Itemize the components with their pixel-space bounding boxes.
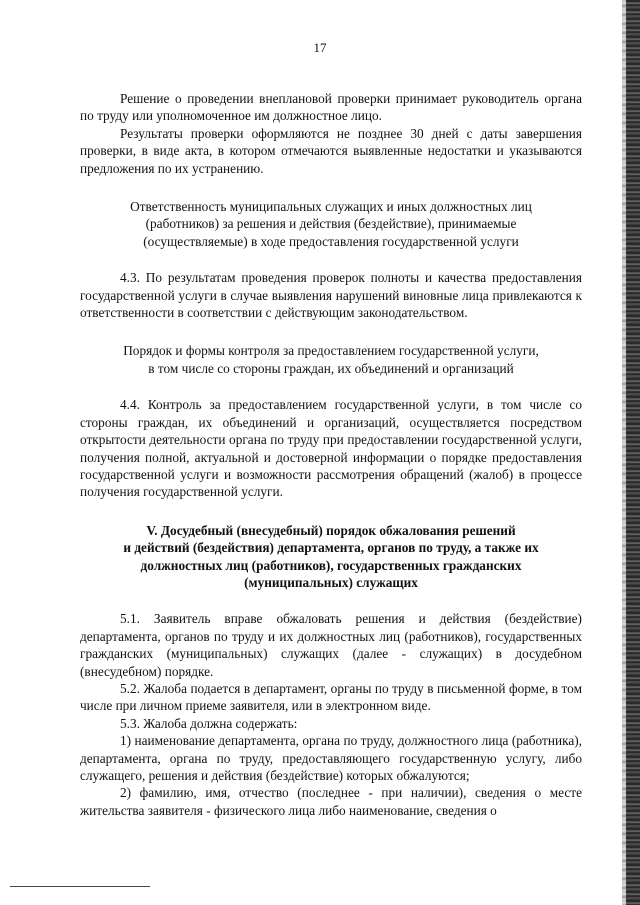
heading-line: должностных лиц (работников), государственных гражданских bbox=[140, 557, 522, 573]
paragraph-5-2: 5.2. Жалоба подается в департамент, органы по труду в письменной форме, в том числе при личном приеме заявителя, или в электронном виде. bbox=[80, 680, 582, 714]
heading-line: (муниципальных) служащих bbox=[244, 574, 418, 590]
page-number: 17 bbox=[313, 40, 327, 55]
heading-line: Порядок и формы контроля за предоставлением государственной услуги, bbox=[123, 343, 539, 359]
heading-line: (работников) за решения и действия (бездействие), принимаемые bbox=[145, 216, 517, 232]
paragraph-4-3: 4.3. По результатам проведения проверок полноты и качества предоставления государственной услуги в случае выявления нарушений виновные лица привлекаются к ответственности в соответствии с действующим законодательством. bbox=[80, 270, 582, 321]
scan-edge bbox=[626, 0, 640, 905]
heading-line: Ответственность муниципальных служащих и иных должностных лиц bbox=[130, 199, 532, 215]
heading-line: V. Досудебный (внесудебный) порядок обжалования решений bbox=[146, 522, 516, 538]
heading-line: в том числе со стороны граждан, их объединений и организаций bbox=[148, 360, 514, 376]
footnote-divider bbox=[10, 886, 150, 887]
heading-control-forms bbox=[80, 342, 582, 377]
heading-line: и действий (бездействия) департамента, органов по труду, а также их bbox=[123, 540, 539, 556]
section-v-title bbox=[80, 522, 582, 592]
paragraph-unplanned-inspection: Решение о проведении внеплановой проверки принимает руководитель органа по труду или уполномоченное им должностное лицо. bbox=[80, 91, 582, 124]
paragraph-5-1: 5.1. Заявитель вправе обжаловать решения и действия (бездействие) департамента, органов по труду и их должностных лиц (работников), государственных гражданских (муниципальных) служащих (далее - служащих) в досудебном (внесудебном) порядке. bbox=[80, 611, 582, 679]
paragraph-5-3: 5.3. Жалоба должна содержать: bbox=[120, 715, 298, 731]
paragraph-4-4: 4.4. Контроль за предоставлением государственной услуги, в том числе со стороны граждан, их объединений и организаций, осуществляется посредством открытости деятельности органа по труду при предоставлении государственной услуги, получения полной, актуальной и достоверной информации о порядке предоставления государственной услуги и возможности рассмотрения обращений (жалоб) в процессе получения государственной услуги. bbox=[80, 397, 582, 500]
paragraph-inspection-results: Результаты проверки оформляются не позднее 30 дней с даты завершения проверки, в виде акта, в котором отмечаются выявленные недостатки и указываются предложения по их устранению. bbox=[80, 125, 582, 176]
heading-line: (осуществляемые) в ходе предоставления государственной услуги bbox=[143, 233, 519, 249]
list-item-2: 2) фамилию, имя, отчество (последнее - при наличии), сведения о месте жительства заявителя - физического лица либо наименование, сведения о bbox=[80, 785, 582, 818]
document-body bbox=[80, 90, 582, 819]
heading-responsibility bbox=[80, 198, 582, 250]
list-item-1: 1) наименование департамента, органа по труду, должностного лица (работника), департамента, органа по труду, предоставляющего государственную услугу, либо служащего, решения и действия (бездействие) которых обжалуются; bbox=[80, 733, 582, 783]
